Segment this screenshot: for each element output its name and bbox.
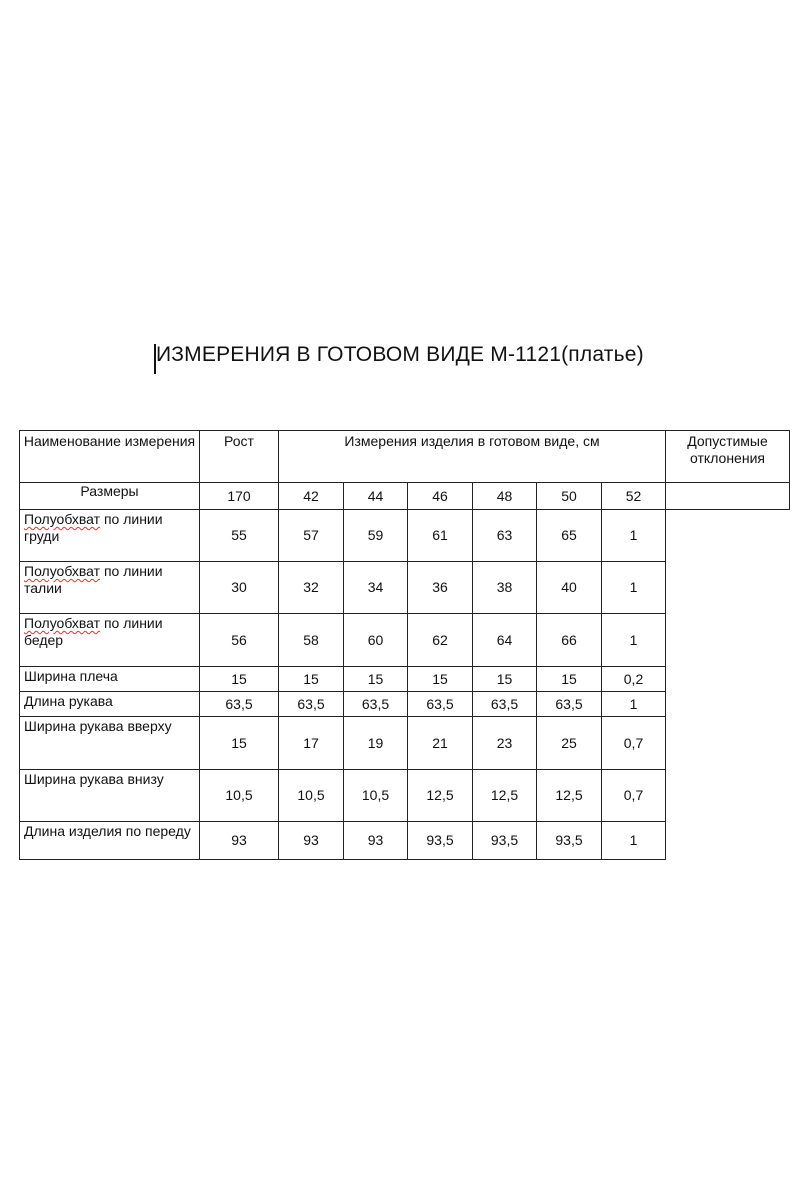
- value-cell: 93,5: [408, 822, 473, 860]
- measure-name: [20, 562, 200, 614]
- measure-name: [20, 822, 200, 860]
- value-cell: 62: [408, 614, 473, 667]
- measure-name: [20, 614, 200, 667]
- spellcheck-word: Полуобхват: [24, 615, 101, 631]
- value-cell: 19: [344, 717, 408, 770]
- size-cell: 48: [473, 483, 537, 510]
- header-height: Рост: [200, 431, 279, 483]
- table-row: [20, 667, 790, 692]
- value-cell: 56: [200, 614, 279, 667]
- value-cell: 61: [408, 510, 473, 562]
- value-cell: 15: [200, 717, 279, 770]
- value-cell: 58: [279, 614, 344, 667]
- measure-name: [20, 770, 200, 822]
- value-cell: 93: [344, 822, 408, 860]
- tolerance-cell: 0,7: [602, 717, 666, 770]
- table-row: [20, 770, 790, 822]
- table-row: [20, 717, 790, 770]
- size-cell: 52: [602, 483, 666, 510]
- table-row: [20, 614, 790, 667]
- value-cell: 34: [344, 562, 408, 614]
- tolerance-cell: 0,7: [602, 770, 666, 822]
- value-cell: 60: [344, 614, 408, 667]
- measure-name-text: Длина изделия по переду: [24, 823, 191, 839]
- value-cell: 15: [279, 667, 344, 692]
- value-cell: 63: [473, 510, 537, 562]
- measure-name: [20, 667, 200, 692]
- value-cell: 23: [473, 717, 537, 770]
- size-cell: 42: [279, 483, 344, 510]
- table-row: [20, 822, 790, 860]
- value-cell: 21: [408, 717, 473, 770]
- measure-name-text: Ширина плеча: [24, 668, 118, 684]
- value-cell: 32: [279, 562, 344, 614]
- height-value: 170: [200, 483, 279, 510]
- header-name: Наименование измерения: [20, 431, 200, 483]
- value-cell: 64: [473, 614, 537, 667]
- value-cell: 63,5: [473, 692, 537, 717]
- value-cell: 66: [537, 614, 602, 667]
- tolerance-cell: 1: [602, 562, 666, 614]
- value-cell: 25: [537, 717, 602, 770]
- value-cell: 10,5: [200, 770, 279, 822]
- table-row: [20, 692, 790, 717]
- value-cell: 10,5: [344, 770, 408, 822]
- header-row: [20, 431, 790, 483]
- measure-name-text: Ширина рукава вверху: [24, 718, 172, 734]
- value-cell: 40: [537, 562, 602, 614]
- value-cell: 93: [200, 822, 279, 860]
- measure-name-text: по линии талии: [24, 563, 163, 596]
- value-cell: 15: [473, 667, 537, 692]
- tolerance-cell: 1: [602, 692, 666, 717]
- value-cell: 63,5: [408, 692, 473, 717]
- tolerance-cell: 1: [602, 822, 666, 860]
- value-cell: 10,5: [279, 770, 344, 822]
- size-cell: 50: [537, 483, 602, 510]
- sizes-label: Размеры: [20, 483, 200, 510]
- tolerance-cell: 1: [602, 614, 666, 667]
- measure-name-text: по линии бедер: [24, 615, 163, 648]
- value-cell: 63,5: [279, 692, 344, 717]
- value-cell: 93: [279, 822, 344, 860]
- value-cell: 59: [344, 510, 408, 562]
- page-title: ИЗМЕРЕНИЯ В ГОТОВОМ ВИДЕ М-1121(платье): [156, 343, 644, 366]
- tolerance-cell: 0,2: [602, 667, 666, 692]
- value-cell: 12,5: [408, 770, 473, 822]
- value-cell: 55: [200, 510, 279, 562]
- value-cell: 65: [537, 510, 602, 562]
- value-cell: 93,5: [537, 822, 602, 860]
- value-cell: 15: [537, 667, 602, 692]
- header-tolerance: Допустимые отклонения: [666, 431, 790, 483]
- value-cell: 15: [344, 667, 408, 692]
- value-cell: 63,5: [537, 692, 602, 717]
- value-cell: 15: [408, 667, 473, 692]
- measure-name: [20, 717, 200, 770]
- value-cell: 63,5: [344, 692, 408, 717]
- table-row: [20, 510, 790, 562]
- spellcheck-word: Полуобхват: [24, 563, 101, 579]
- value-cell: 15: [200, 667, 279, 692]
- measure-name: [20, 692, 200, 717]
- measure-name-text: Ширина рукава внизу: [24, 771, 164, 787]
- value-cell: 12,5: [473, 770, 537, 822]
- size-cell: 44: [344, 483, 408, 510]
- size-cell: 46: [408, 483, 473, 510]
- measure-name-text: Длина рукава: [24, 693, 113, 709]
- value-cell: 30: [200, 562, 279, 614]
- value-cell: 93,5: [473, 822, 537, 860]
- sizes-row: [20, 483, 790, 510]
- header-measurements: Измерения изделия в готовом виде, см: [279, 431, 666, 483]
- measurements-table: [19, 430, 790, 860]
- spellcheck-word: Полуобхват: [24, 511, 101, 527]
- value-cell: 63,5: [200, 692, 279, 717]
- measure-name: [20, 510, 200, 562]
- value-cell: 38: [473, 562, 537, 614]
- value-cell: 57: [279, 510, 344, 562]
- value-cell: 17: [279, 717, 344, 770]
- measure-name-text: по линии груди: [24, 511, 163, 544]
- tolerance-empty: [666, 483, 790, 510]
- value-cell: 12,5: [537, 770, 602, 822]
- tolerance-cell: 1: [602, 510, 666, 562]
- table-row: [20, 562, 790, 614]
- value-cell: 36: [408, 562, 473, 614]
